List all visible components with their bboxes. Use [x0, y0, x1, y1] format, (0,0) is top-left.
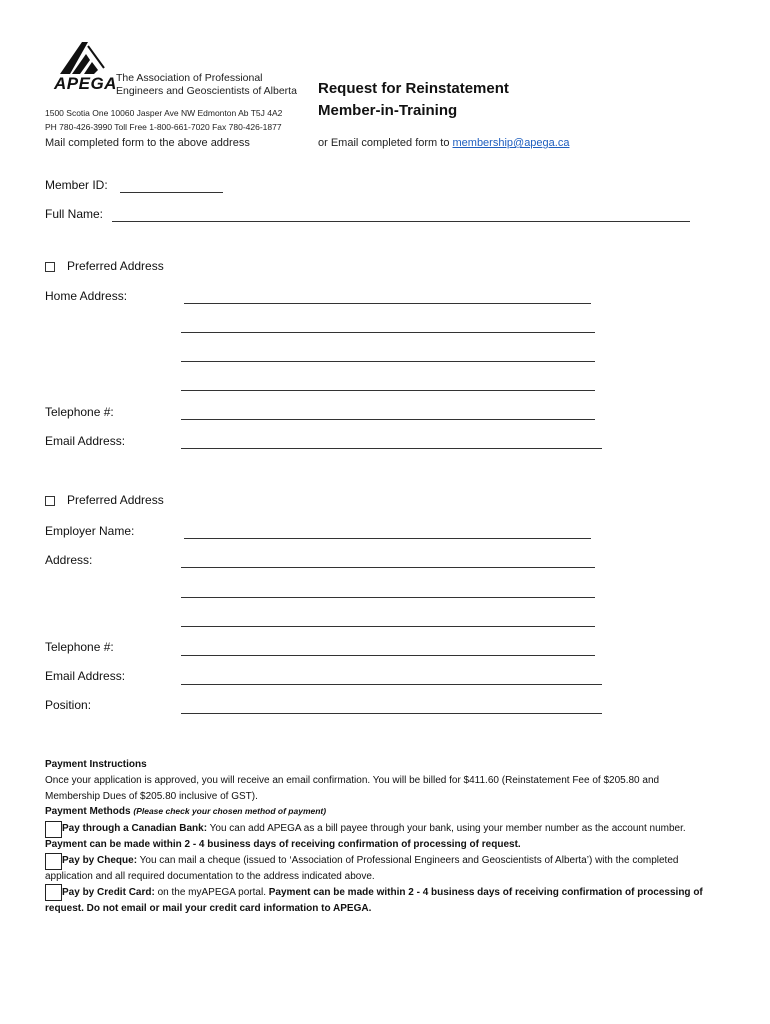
home-address-field-4[interactable]	[181, 390, 595, 391]
home-email-field[interactable]	[181, 448, 602, 449]
home-address-field-3[interactable]	[181, 361, 595, 362]
address-line1: 1500 Scotia One 10060 Jasper Ave NW Edmonton Ab T5J 4A2	[45, 108, 283, 118]
cheque-payment-text: You can mail a cheque (issued to ‘Association of Professional Engineers and Geoscientists of Alberta’) with the completed application and all required documentation to the address indicated above.	[45, 855, 679, 882]
bank-payment-title: Pay through a Canadian Bank:	[62, 823, 208, 834]
employer-preferred-label: Preferred Address	[67, 493, 164, 507]
position-field[interactable]	[181, 713, 602, 714]
apega-logo	[54, 44, 297, 97]
full-name-label: Full Name:	[45, 207, 104, 221]
employer-telephone-label: Telephone #:	[45, 640, 114, 654]
employer-address-field-1[interactable]	[181, 567, 595, 568]
employer-name-field[interactable]	[184, 538, 591, 539]
employer-address-label: Address:	[45, 553, 93, 567]
payment-methods-heading	[45, 806, 326, 817]
bank-payment-text: You can add APEGA as a bill payee through your bank, using your member number as the account number.	[207, 823, 686, 834]
employer-address-field-2[interactable]	[181, 597, 595, 598]
mail-instruction: Mail completed form to the above address	[45, 137, 250, 149]
employer-email-label: Email Address:	[45, 669, 126, 683]
org-name-line2: Engineers and Geoscientists of Alberta	[116, 85, 297, 97]
home-preferred-address	[45, 259, 164, 273]
position-label: Position:	[45, 698, 92, 712]
email-prefix: or Email completed form to	[318, 137, 453, 149]
member-id-label: Member ID:	[45, 178, 108, 192]
employer-email-field[interactable]	[181, 684, 602, 685]
credit-card-payment-bold: Payment can be made within 2 - 4 business days of receiving confirmation of processing of request. Do not email or mail your credit card information to APEGA.	[45, 887, 703, 914]
member-id-field[interactable]	[120, 192, 223, 193]
address-line2: PH 780-426-3990 Toll Free 1-800-661-7020 Fax 780-426-1877	[45, 122, 282, 132]
email-instruction	[318, 137, 569, 149]
employer-preferred-checkbox[interactable]	[45, 496, 55, 506]
payment-intro: Once your application is approved, you will receive an email confirmation. You will be billed for $411.60 (Reinstatement Fee of $205.80 and Membership Dues of $205.80 inclusive of GST).	[45, 775, 660, 802]
bank-payment-bold: Payment can be made within 2 - 4 business days of receiving confirmation of processing of request.	[45, 838, 521, 850]
home-preferred-label: Preferred Address	[67, 259, 164, 273]
home-email-label: Email Address:	[45, 434, 126, 448]
home-telephone-label: Telephone #:	[45, 405, 114, 419]
cheque-payment-option	[45, 853, 705, 884]
membership-email-link[interactable]: membership@apega.ca	[452, 137, 570, 149]
logo-word: APEGA	[54, 74, 117, 93]
employer-name-label: Employer Name:	[45, 524, 135, 538]
credit-card-payment-title: Pay by Credit Card:	[62, 887, 155, 898]
payment-heading: Payment Instructions	[45, 759, 147, 770]
payment-methods-title: Payment Methods	[45, 806, 131, 817]
cheque-payment-title: Pay by Cheque:	[62, 855, 138, 866]
full-name-field[interactable]	[112, 221, 690, 222]
employer-address-field-3[interactable]	[181, 626, 595, 627]
bank-payment-option	[45, 821, 705, 852]
home-address-field-1[interactable]	[184, 303, 591, 304]
home-address-field-2[interactable]	[181, 332, 595, 333]
form-title-line1: Request for Reinstatement	[318, 80, 509, 97]
credit-card-payment-option	[45, 885, 705, 916]
home-address-label: Home Address:	[45, 289, 128, 303]
home-preferred-checkbox[interactable]	[45, 262, 55, 272]
home-telephone-field[interactable]	[181, 419, 595, 420]
payment-methods-note: (Please check your chosen method of payment)	[133, 806, 327, 816]
org-name-line1: The Association of Professional	[116, 72, 263, 84]
credit-card-payment-text: on the myAPEGA portal.	[154, 887, 269, 898]
employer-preferred-address	[45, 493, 164, 507]
employer-telephone-field[interactable]	[181, 655, 595, 656]
form-title-line2: Member-in-Training	[318, 102, 458, 119]
